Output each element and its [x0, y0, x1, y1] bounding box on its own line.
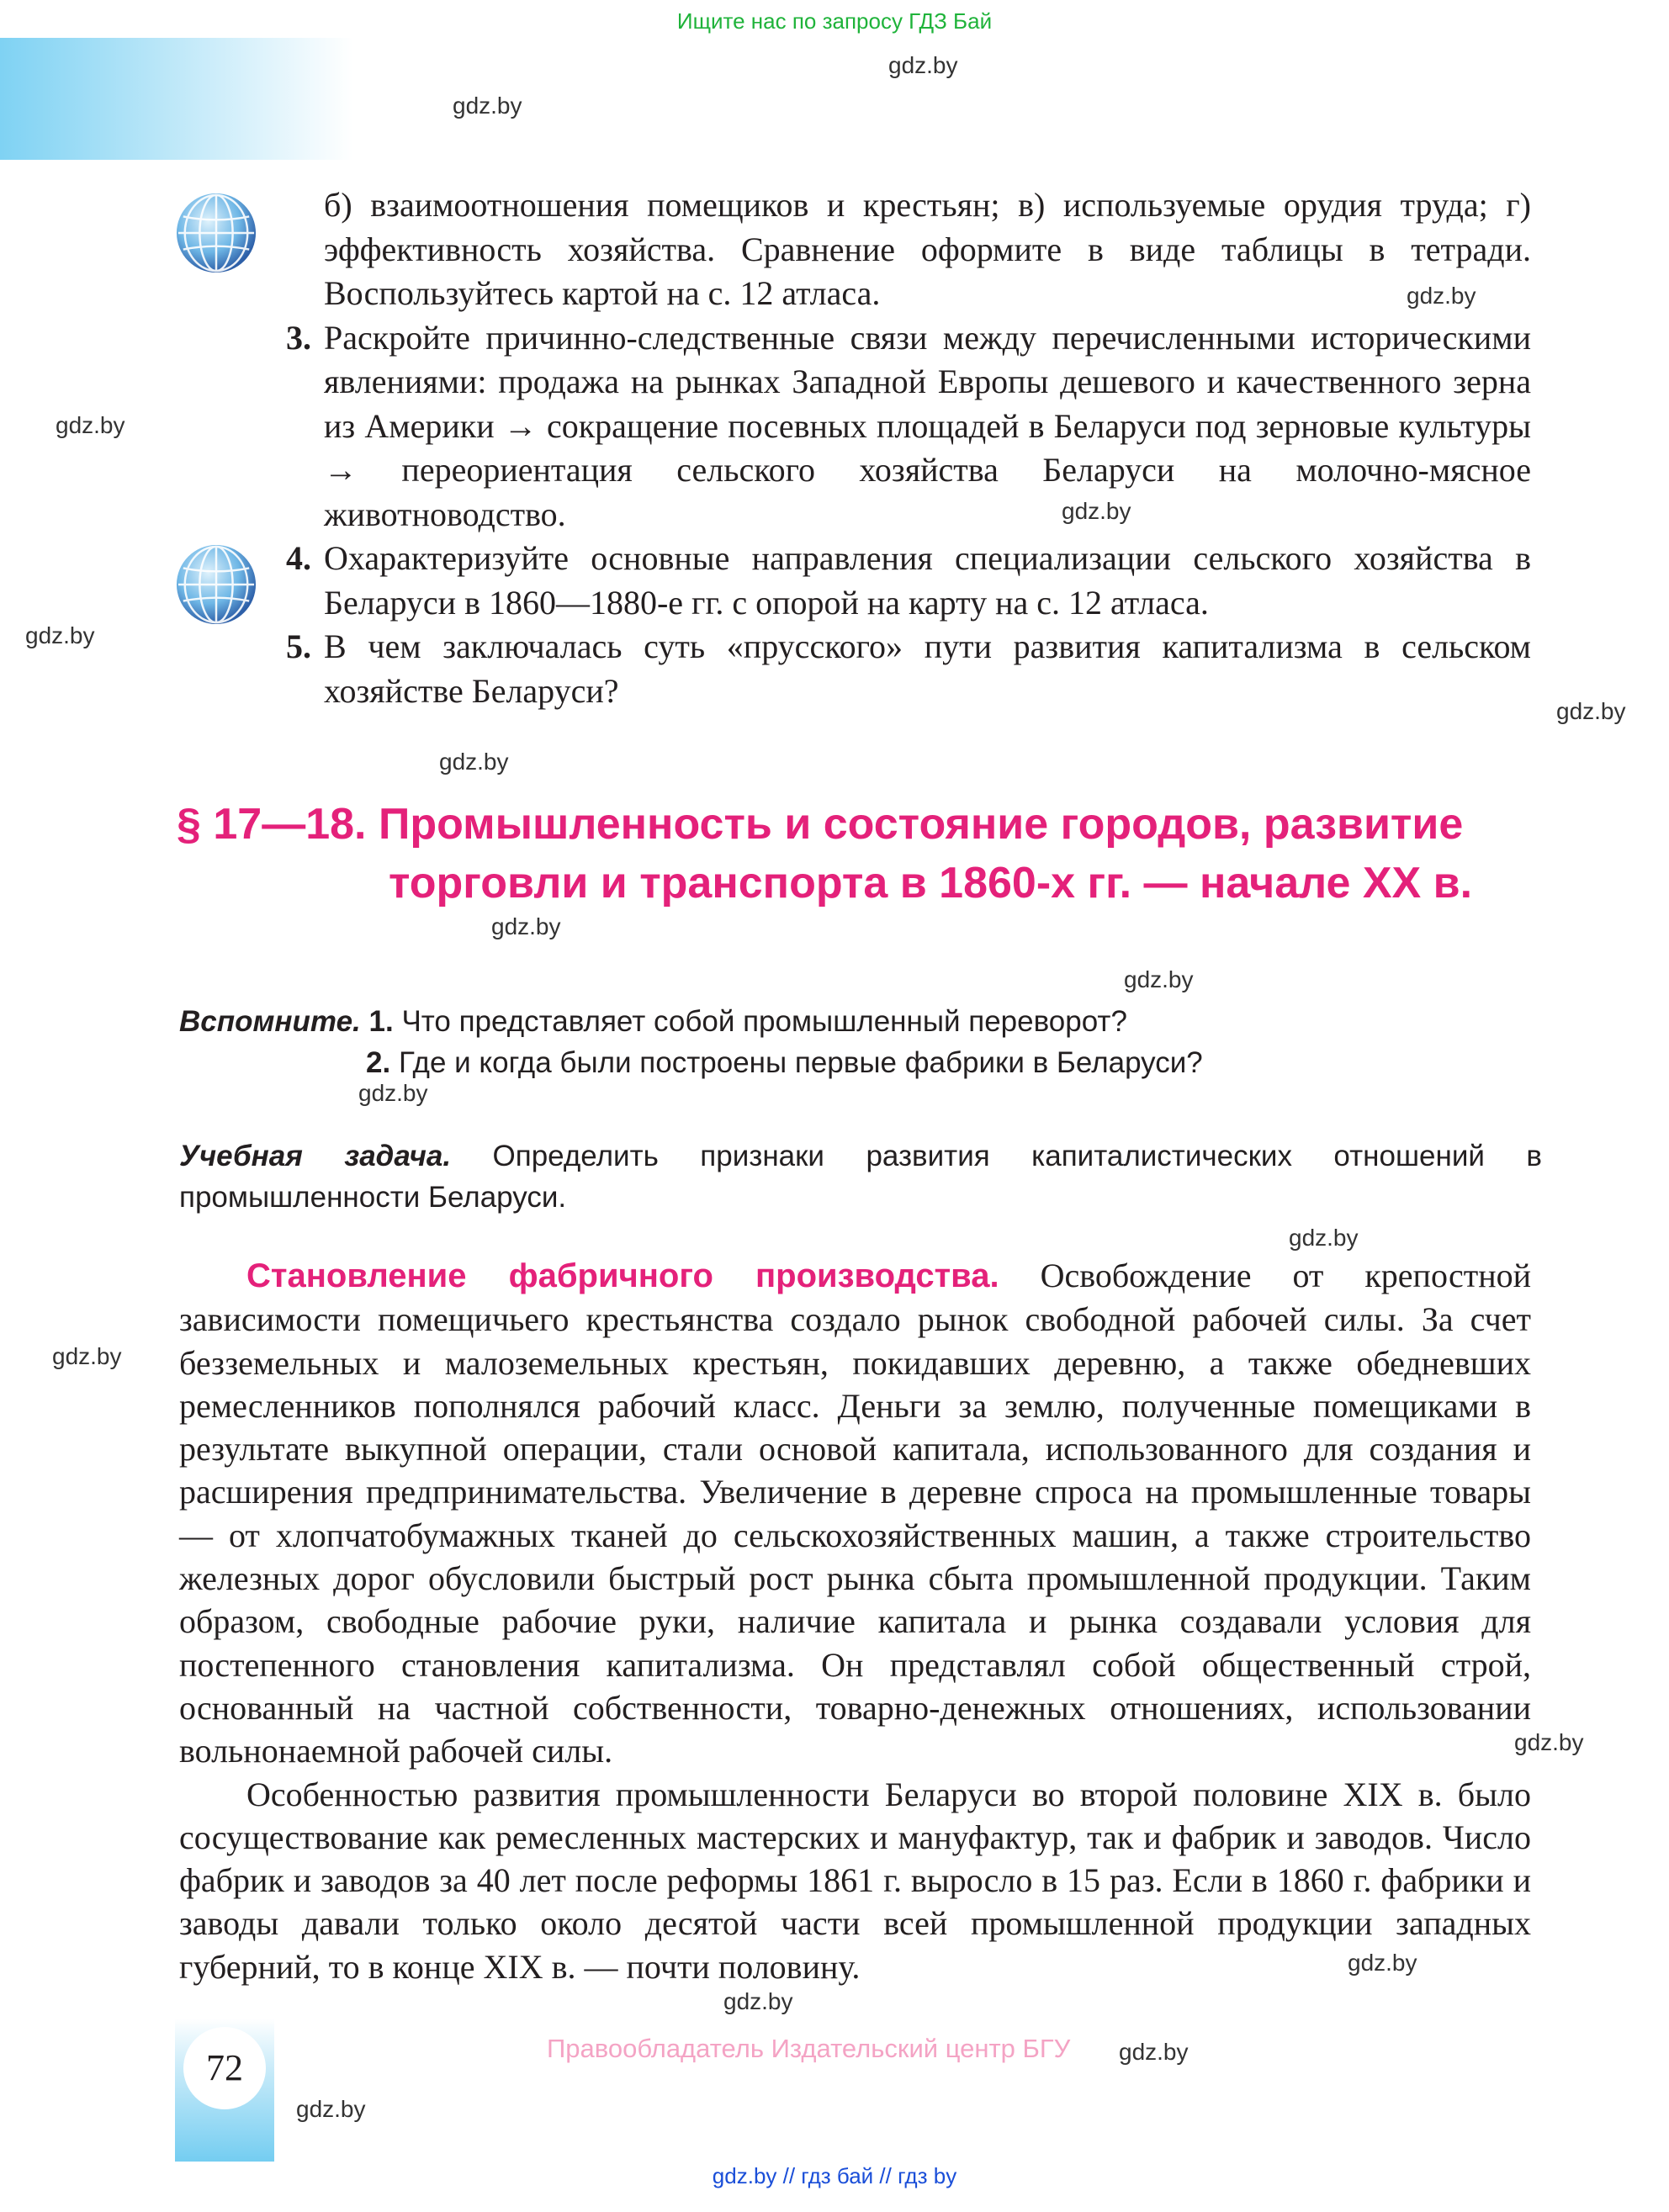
watermark: gdz.by	[1348, 1950, 1417, 1976]
task-2-continued: б) взаимоотношения помещиков и крестьян; в) используемые орудия труда; г) эффективность хозяйства. Сравнение оформите в виде таблицы в тетради. Воспользуйтесь картой на с. 12 атласа.	[324, 186, 1531, 312]
task-text: Раскройте причинно-следственные связи между перечисленными историческими явлениями: продажа на рынках Западной Европы дешевого и качественного зерна из Америки → сокращение посевных площадей в Беларуси под зерновые культуры → переориентация сельского хозяйства Беларуси на молочно-мясное животноводство.	[324, 318, 1531, 533]
task-text: Охарактеризуйте основные направления специализации сельского хозяйства в Беларуси в 1860—1880-е гг. с опорой на карту на с. 12 атласа.	[324, 539, 1531, 622]
watermark: gdz.by	[296, 2096, 366, 2122]
paragraph-1-text: Освобождение от крепостной зависимости помещичьего крестьянства создало рынок свободной рабочей силы. За счет безземельных и малоземельных крестьян, покидавших деревню, а также обедневших ремесленников пополнялся рабочий класс. Деньги за землю, полученные помещиками в результате выкупной операции, стали основой капитала, использованного для создания и расширения предпринимательства. Увеличение в деревне спроса на промышленные товары — от хлопчатобумажных тканей до сельскохозяйственных машин, а также строительство железных дорог обусловили быстрый рост рынка сбыта промышленной продукции. Таким образом, свободные рабочие руки, наличие капитала и рынка создавали условия для постепенного становления капитализма. Он представлял собой общественный строй, основанный на частной собственности, товарно-денежных отношениях, использовании вольнонаемной рабочей силы.	[179, 1257, 1532, 1770]
watermark: gdz.by	[56, 412, 125, 438]
watermark: gdz.by	[1407, 283, 1476, 309]
task-item-5	[286, 625, 1531, 713]
tasks-continued	[286, 183, 1531, 713]
section-title-line-1: § 17—18. Промышленность и состояние городов, развитие	[177, 800, 1464, 849]
paragraph-1	[179, 1254, 1531, 1773]
task-item-3	[286, 316, 1531, 537]
bottom-links[interactable]: gdz.by // гдз бай // гдз by	[712, 2163, 957, 2188]
watermark: gdz.by	[1119, 2039, 1189, 2065]
watermark: gdz.by	[491, 913, 561, 939]
paragraph-2: Особенностью развития промышленности Беларуси во второй половине XIX в. было сосуществование как ремесленных мастерских и мануфактур, так и фабрик и заводов. Число фабрик и заводов за 40 лет после реформы 1861 г. выросло в 15 раз. Если в 1860 г. фабрики и заводы давали только около десятой части всей промышленной продукции западных губерний, то в конце XIX в. — почти половину.	[179, 1775, 1531, 1986]
watermark: gdz.by	[1062, 498, 1131, 524]
subheading: Становление фабричного производства.	[246, 1257, 999, 1294]
section-title-line-2: торговли и транспорта в 1860-х гг. — начале XX в.	[389, 859, 1473, 908]
watermark: gdz.by	[1124, 966, 1194, 992]
learning-task-label: Учебная задача.	[179, 1140, 452, 1172]
copyright: Правообладатель Издательский центр БГУ	[547, 2034, 1071, 2063]
watermark: gdz.by	[453, 93, 522, 119]
remember-q2: Где и когда были построены первые фабрики в Беларуси?	[398, 1046, 1203, 1079]
remember-q1: Что представляет собой промышленный переворот?	[401, 1005, 1127, 1038]
watermark: gdz.by	[1289, 1225, 1359, 1251]
task-text: В чем заключалась суть «прусского» пути развития капитализма в сельском хозяйстве Беларуси?	[324, 627, 1531, 710]
watermark: gdz.by	[1514, 1729, 1584, 1755]
remember-block	[179, 1001, 1542, 1083]
watermark: gdz.by	[52, 1343, 122, 1369]
remember-label: Вспомните.	[179, 1005, 361, 1038]
task-number: 4.	[286, 539, 311, 577]
main-text	[179, 1254, 1531, 1988]
watermark: gdz.by	[439, 749, 509, 775]
task-number: 3.	[286, 318, 311, 357]
top-banner[interactable]: Ищите нас по запросу ГДЗ Бай	[676, 8, 993, 34]
learning-task-text: Определить признаки развития капиталистических отношений в промышленности Беларуси.	[179, 1140, 1542, 1214]
task-item-4	[286, 537, 1531, 625]
remember-q2-number: 2.	[366, 1046, 391, 1079]
corner-gradient-decoration	[0, 38, 353, 160]
page-number: 72	[183, 2027, 266, 2109]
globe-icon	[175, 543, 257, 626]
learning-task	[179, 1135, 1542, 1218]
watermark: gdz.by	[723, 1988, 793, 2014]
remember-q1-number: 1.	[368, 1005, 394, 1038]
watermark: gdz.by	[1556, 698, 1626, 724]
watermark: gdz.by	[888, 52, 958, 78]
section-title	[177, 795, 1539, 913]
globe-icon	[175, 192, 257, 274]
watermark: gdz.by	[358, 1080, 428, 1106]
task-number: 5.	[286, 627, 311, 665]
watermark: gdz.by	[25, 622, 95, 648]
